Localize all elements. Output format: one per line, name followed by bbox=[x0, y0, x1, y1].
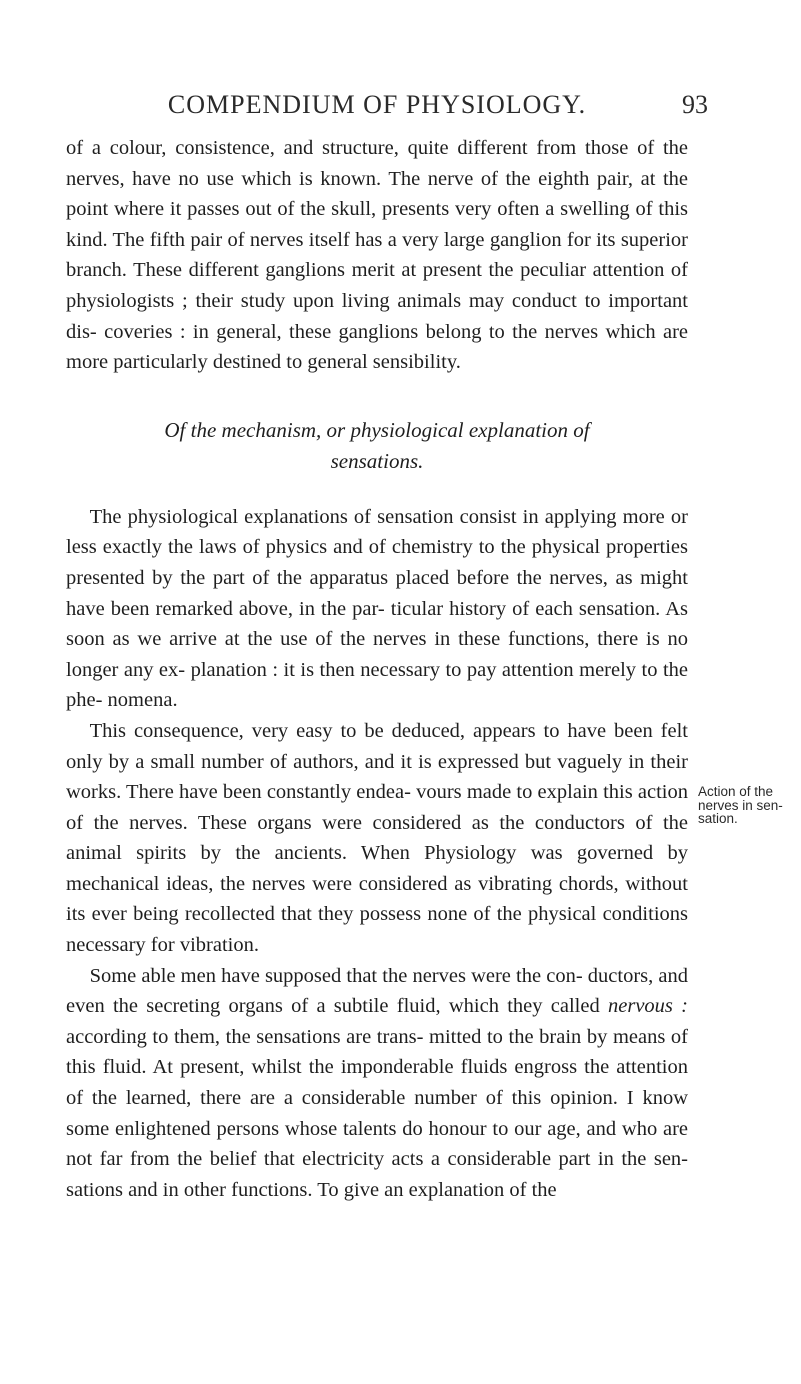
nervous-term: nervous : bbox=[608, 995, 688, 1018]
paragraph-4-text-a: Some able men have supposed that the nerves were the con- ductors, and even the secreting organs of a subtile fluid, which they called bbox=[66, 964, 688, 1018]
paragraph-2: The physiological explanations of sensation consist in applying more or less exactly the laws of physics and of chemistry to the physical properties presented by the part of the apparatus placed before the nerves, as might have been remarked above, in the par- ticular history of each sensation. As soon as we arrive at the use of the nerves in these functions, there is no longer any ex- planation : it is then necessary to pay attention merely to the phe- nomena. bbox=[66, 505, 688, 712]
paragraph-4 bbox=[66, 961, 688, 1206]
section-heading: Of the mechanism, or physiological explanation of sensations. bbox=[164, 417, 590, 473]
running-title: COMPENDIUM OF PHYSIOLOGY. bbox=[167, 90, 587, 119]
paragraph-3: This consequence, very easy to be deduced, appears to have been felt only by a small number of authors, and it is expressed but vaguely in their works. There have been constantly endea- vours made to explain this action of the nerves. These organs were considered as the conductors of the animal spirits by the ancients. When Physiology was governed by mechanical ideas, the nerves were considered as vibrating chords, without its ever being recollected that they possess none of the physical conditions necessary for vibration. bbox=[66, 719, 688, 957]
paragraph-4-text-b: according to them, the sensations are trans- mitted to the brain by means of this fluid. At present, whilst the imponderable fluids engross the attention of the learned, there are a considerable number of this opinion. I know some enlightened persons whose talents do honour to our age, and who are not far from the belief that electricity acts a considerable part in the sen- sations and in other functions. To give an explanation of the bbox=[66, 1025, 688, 1201]
running-header bbox=[66, 88, 708, 122]
paragraph-1: of a colour, consistence, and structure, quite different from those of the nerves, have no use which is known. The nerve of the eighth pair, at the point where it passes out of the skull, presents very often a swelling of this kind. The fifth pair of nerves itself has a very large ganglion for its superior branch. These different ganglions merit at present the peculiar attention of physiologists ; their study upon living animals may conduct to important dis- coveries : in general, these ganglions belong to the nerves which are more particularly destined to general sensibility. bbox=[66, 137, 688, 374]
main-text bbox=[66, 133, 688, 1205]
page-number: 93 bbox=[682, 90, 708, 119]
margin-note: Action of the nerves in sen- sation. bbox=[698, 784, 783, 826]
